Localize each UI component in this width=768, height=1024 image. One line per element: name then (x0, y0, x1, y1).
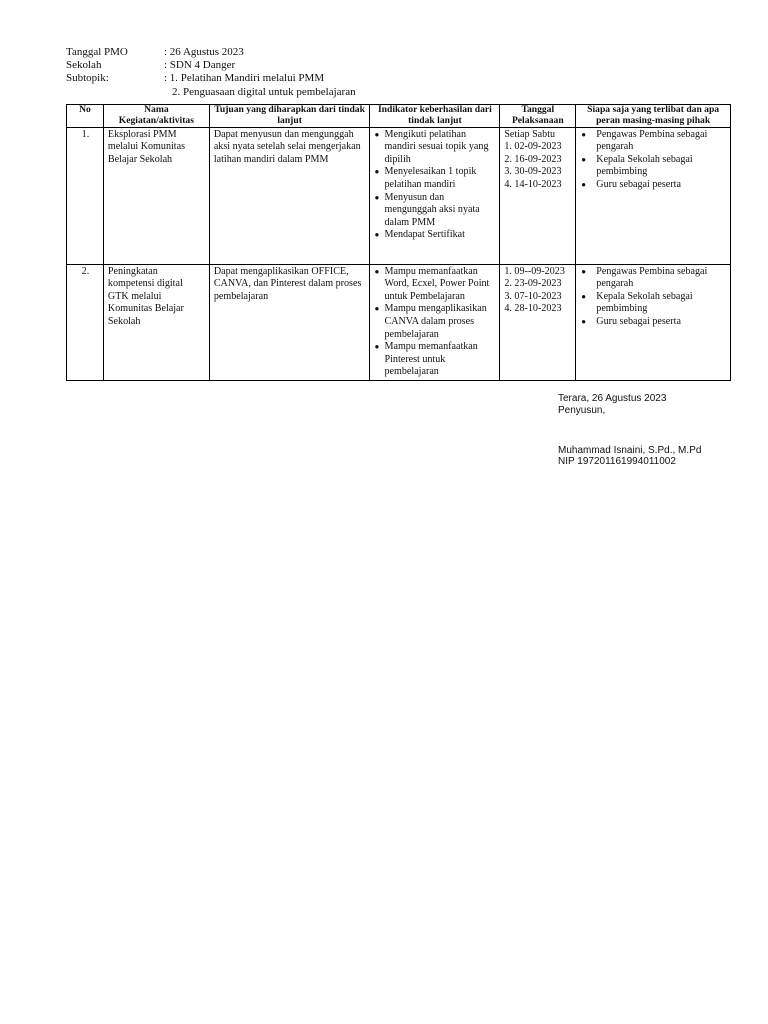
date-line: 4. 28-10-2023 (504, 303, 562, 315)
peran-list (580, 129, 727, 192)
date-line: Setiap Sabtu (504, 128, 556, 140)
place-date: Terara, 26 Agustus 2023 (558, 393, 667, 404)
siapa-cell (576, 127, 731, 264)
tujuan-cell: Dapat menyusun dan mengunggah aksi nyata setelah selai mengerjakan latihan mandiri dalam PMM (209, 127, 370, 264)
list-item: ● Guru sebagai peserta (580, 179, 727, 192)
list-item: ● Menyelesaikan 1 topik pelatihan mandiri (374, 166, 496, 191)
kegiatan-cell: Peningkatan kompetensi digital GTK melalui Komunitas Belajar Sekolah (103, 264, 209, 380)
table-row (67, 127, 731, 264)
tanggal-row (66, 46, 356, 59)
tanggal-cell (500, 264, 576, 380)
indikator-cell (370, 264, 500, 380)
subtopik-item-1: : 1. Pelatihan Mandiri melalui PMM (164, 72, 325, 85)
header-siapa: Siapa saja yang terlibat dan apa peran masing-masing pihak (576, 105, 731, 128)
table-header-row (67, 105, 731, 128)
sekolah-row (66, 59, 356, 72)
header-tujuan: Tujuan yang diharapkan dari tindak lanjut (209, 105, 370, 128)
action-plan-table (66, 104, 731, 381)
kegiatan-cell: Eksplorasi PMM melalui Komunitas Belajar Sekolah (103, 127, 209, 264)
list-item: ● Pengawas Pembina sebagai pengarah (580, 266, 727, 291)
list-item: ● Guru sebagai peserta (580, 316, 727, 329)
indikator-cell (370, 127, 500, 264)
list-item: ● Kepala Sekolah sebagai pembimbing (580, 291, 727, 316)
header-no: No (67, 105, 104, 128)
table-row (67, 264, 731, 380)
sekolah-value: : SDN 4 Danger (164, 59, 236, 72)
sekolah-label: Sekolah (66, 59, 102, 72)
tanggal-value: : 26 Agustus 2023 (164, 46, 244, 58)
list-item: ● Mampu memanfaatkan Pinterest untuk pembelajaran (374, 341, 496, 379)
subtopik-label: Subtopik: (66, 72, 109, 85)
subtopik-row (66, 72, 356, 85)
row-number: 2. (67, 264, 104, 380)
signer-role: Penyusun, (558, 404, 606, 416)
list-item: ● Mampu mengaplikasikan CANVA dalam proses pembelajaran (374, 303, 496, 341)
document-header (66, 46, 356, 99)
date-line: 1. 09--09-2023 (504, 265, 565, 277)
date-line: 3. 30-09-2023 (504, 166, 562, 178)
signer-nip: NIP 197201161994011002 (558, 456, 676, 468)
indikator-list (374, 266, 496, 379)
date-line: 3. 07-10-2023 (504, 290, 562, 302)
peran-list (580, 266, 727, 329)
siapa-cell (576, 264, 731, 380)
header-tanggal: Tanggal Pelaksanaan (500, 105, 576, 128)
signer-name: Muhammad Isnaini, S.Pd., M.Pd (558, 444, 702, 456)
list-item: ● Mendapat Sertifikat (374, 229, 496, 242)
list-item: ● Mengikuti pelatihan mandiri sesuai topik yang dipilih (374, 129, 496, 167)
subtopik-row-2 (66, 86, 356, 99)
tanggal-label: Tanggal PMO (66, 46, 128, 58)
tujuan-cell: Dapat mengaplikasikan OFFICE, CANVA, dan Pinterest dalam proses pembelajaran (209, 264, 370, 380)
header-nama-kegiatan: Nama Kegiatan/aktivitas (103, 105, 209, 128)
list-item: ● Pengawas Pembina sebagai pengarah (580, 129, 727, 154)
date-line: 4. 14-10-2023 (504, 178, 562, 190)
tanggal-cell (500, 127, 576, 264)
list-item: ● Kepala Sekolah sebagai pembimbing (580, 154, 727, 179)
indikator-list (374, 129, 496, 242)
signature-block (558, 393, 701, 468)
list-item: ● Mampu memanfaatkan Word, Ecxel, Power Point untuk Pembelajaran (374, 266, 496, 304)
subtopik-item-2: 2. Penguasaan digital untuk pembelajaran (172, 85, 356, 98)
header-indikator: Indikator keberhasilan dari tindak lanjut (370, 105, 500, 128)
list-item: ● Menyusun dan mengunggah aksi nyata dalam PMM (374, 192, 496, 230)
date-line: 1. 02-09-2023 (504, 141, 562, 153)
date-line: 2. 16-09-2023 (504, 153, 562, 165)
row-number: 1. (67, 127, 104, 264)
date-line: 2. 23-09-2023 (504, 278, 562, 290)
